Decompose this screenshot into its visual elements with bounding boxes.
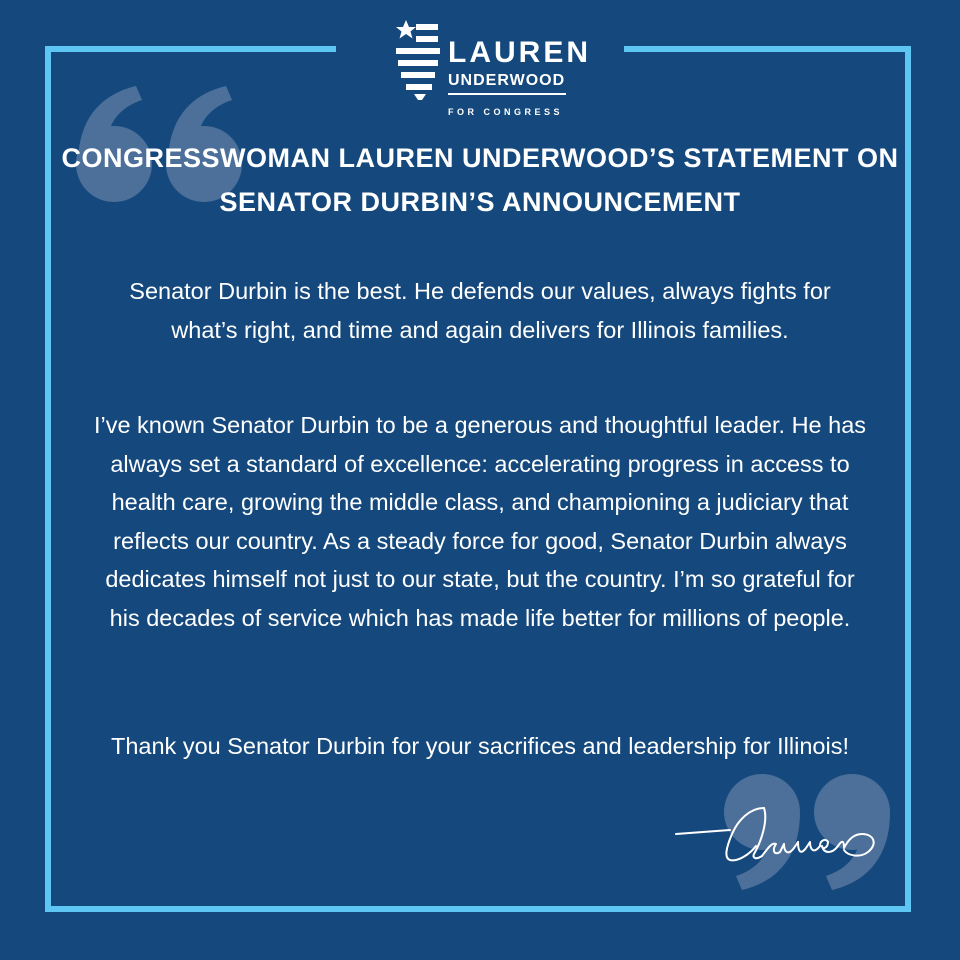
logo-divider (448, 93, 566, 95)
statement-headline (60, 136, 900, 224)
logo-surname: UNDERWOOD (448, 72, 566, 89)
paragraph-line: reflects our country. As a steady force for good, Senator Durbin always (113, 527, 847, 554)
signature-text: Lauren (672, 800, 676, 801)
headline-line-2: SENATOR DURBIN’S ANNOUNCEMENT (219, 187, 741, 217)
signature (672, 800, 892, 870)
headline-line-1: CONGRESSWOMAN LAUREN UNDERWOOD’S STATEMENT ON (61, 143, 899, 173)
logo-tagline: FOR CONGRESS (448, 107, 564, 117)
paragraph-line: dedicates himself not just to our state, but the country. I’m so grateful for (105, 566, 855, 592)
statement-paragraph-3 (50, 727, 910, 766)
paragraph-line: always set a standard of excellence: accelerating progress in access to (110, 450, 850, 477)
statement-paragraph-2 (50, 406, 910, 637)
paragraph-line: what’s right, and time and again delivers for Illinois families. (171, 316, 789, 343)
paragraph-line: Senator Durbin is the best. He defends our values, always fights for (129, 278, 831, 304)
paragraph-line: I’ve known Senator Durbin to be a generous and thoughtful leader. He has (93, 412, 867, 438)
illinois-flag-icon (396, 18, 440, 100)
paragraph-line: his decades of service which has made life better for millions of people. (109, 604, 851, 631)
paragraph-line: health care, growing the middle class, and championing a judiciary that (111, 489, 849, 515)
logo-name: LAUREN (448, 36, 591, 69)
statement-paragraph-1 (50, 272, 910, 349)
campaign-logo (396, 18, 591, 117)
paragraph-line: Thank you Senator Durbin for your sacrifices and leadership for Illinois! (110, 733, 849, 759)
